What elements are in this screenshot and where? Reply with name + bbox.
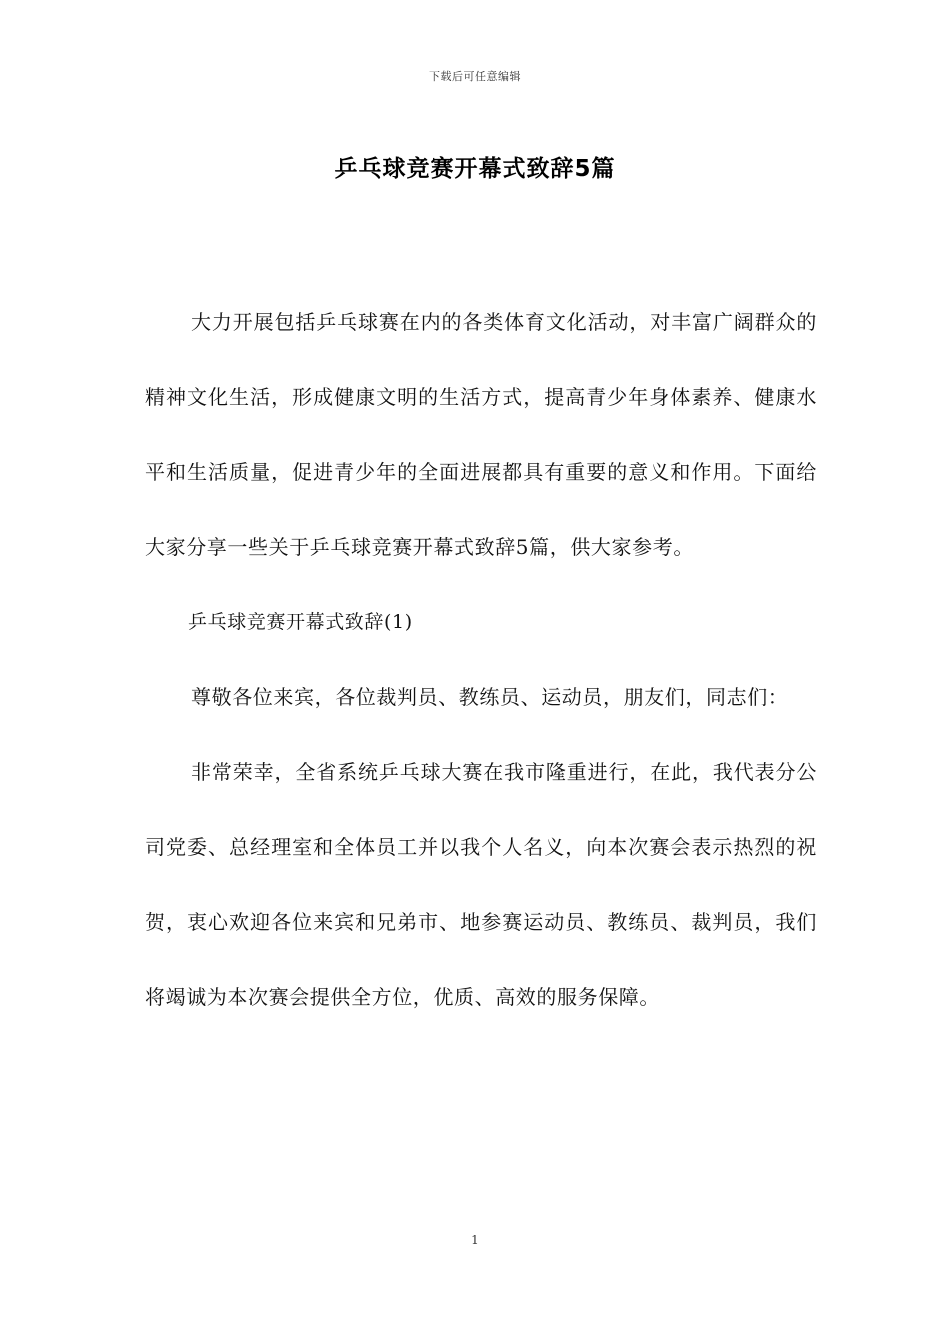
document-title: 乒乓球竞赛开幕式致辞5篇 — [334, 156, 616, 182]
section-heading: 乒乓球竞赛开幕式致辞(1) — [188, 611, 413, 633]
intro-paragraph: 大力开展包括乒乓球赛在内的各类体育文化活动，对丰富广阔群众的精神文化生活，形成健康文明的生活方式，提高青少年身体素养、健康水平和生活质量，促进青少年的全面进展都具有重要的意义和作用。下面给大家分享一些关于乒乓球竞赛开幕式致辞5篇，供大家参考。 — [145, 310, 817, 559]
salutation-paragraph: 尊敬各位来宾，各位裁判员、教练员、运动员，朋友们，同志们： — [191, 685, 789, 709]
speech-paragraph: 非常荣幸，全省系统乒乓球大赛在我市隆重进行，在此，我代表分公司党委、总经理室和全体员工并以我个人名义，向本次赛会表示热烈的祝贺，衷心欢迎各位来宾和兄弟市、地参赛运动员、教练员、裁判员，我们将竭诚为本次赛会提供全方位，优质、高效的服务保障。 — [145, 760, 817, 1009]
page-number: 1 — [471, 1233, 479, 1247]
header-note: 下载后可任意编辑 — [429, 70, 521, 83]
document-body — [145, 285, 817, 1035]
